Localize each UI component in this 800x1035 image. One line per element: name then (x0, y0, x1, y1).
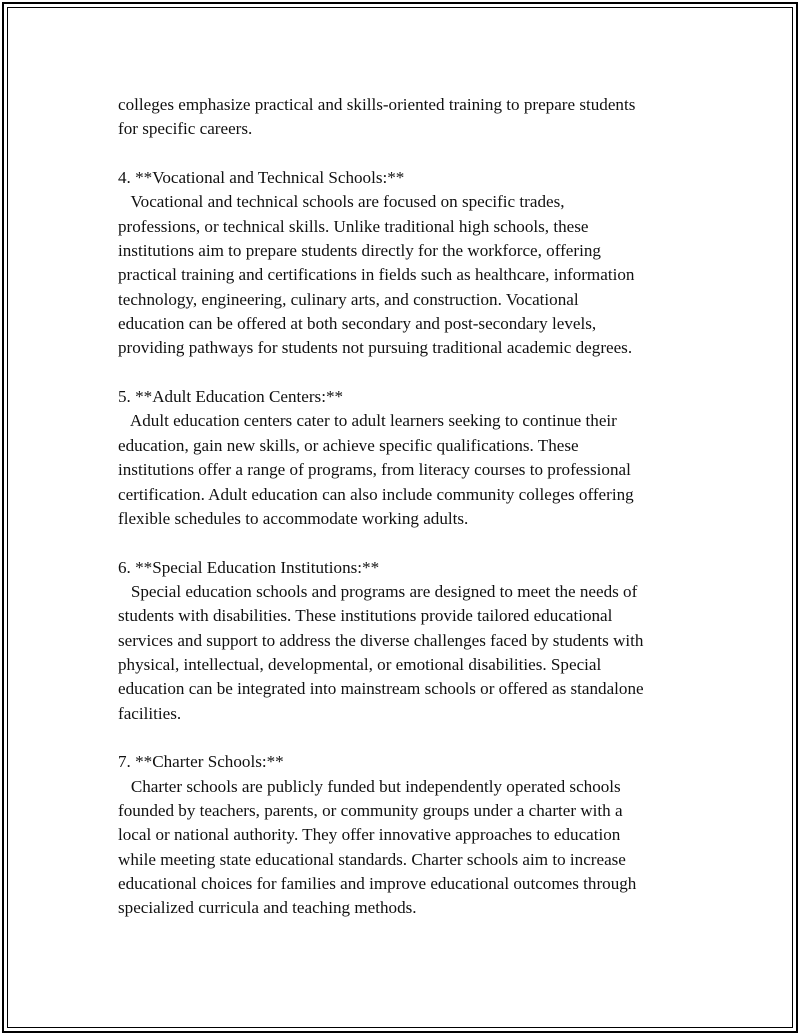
section-line: physical, intellectual, developmental, or emotional disabilities. Special (118, 654, 602, 674)
paragraph-gap (118, 361, 698, 385)
section-heading: 5. **Adult Education Centers:** (118, 387, 344, 407)
section-line: services and support to address the diverse challenges faced by students with (118, 630, 644, 650)
section-line: institutions aim to prepare students directly for the workforce, offering (118, 241, 601, 261)
section-line: Special education schools and programs are designed to meet the needs of (118, 581, 638, 601)
section-line: Charter schools are publicly funded but independently operated schools (118, 776, 621, 796)
section-heading: 4. **Vocational and Technical Schools:** (118, 168, 405, 188)
section-line: institutions offer a range of programs, from literacy courses to professional (118, 460, 631, 480)
section-line: education can be offered at both secondary and post-secondary levels, (118, 314, 597, 334)
intro-line: colleges emphasize practical and skills-oriented training to prepare students (118, 95, 636, 114)
section-line: Vocational and technical schools are focused on specific trades, (118, 192, 565, 212)
section-line: professions, or technical skills. Unlike traditional high schools, these (118, 216, 589, 236)
section-line: founded by teachers, parents, or community groups under a charter with a (118, 800, 623, 820)
section-line: education can be integrated into mainstream schools or offered as standalone (118, 679, 644, 699)
section-heading: 7. **Charter Schools:** (118, 752, 284, 772)
section-line: practical training and certifications in fields such as healthcare, information (118, 265, 635, 285)
section-line: Adult education centers cater to adult learners seeking to continue their (118, 411, 617, 431)
section-line: educational choices for families and improve educational outcomes through (118, 874, 637, 893)
section-line: technology, engineering, culinary arts, and construction. Vocational (118, 289, 579, 309)
document-body (118, 93, 698, 921)
section-line: while meeting state educational standards. Charter schools aim to increase (118, 849, 626, 869)
section-line: education, gain new skills, or achieve specific qualifications. These (118, 435, 579, 455)
section-line: students with disabilities. These institutions provide tailored educational (118, 606, 613, 626)
intro-line: for specific careers. (118, 119, 253, 139)
paragraph-gap (118, 142, 698, 166)
paragraph-gap (118, 531, 698, 555)
section-line: providing pathways for students not pursuing traditional academic degrees. (118, 338, 633, 358)
section-line: certification. Adult education can also include community colleges offering (118, 484, 634, 504)
section-line: flexible schedules to accommodate working adults. (118, 508, 469, 528)
section-line: facilities. (118, 703, 182, 723)
section-line: specialized curricula and teaching methods. (118, 898, 417, 918)
section-heading: 6. **Special Education Institutions:** (118, 557, 380, 577)
paragraph-gap (118, 726, 698, 750)
section-line: local or national authority. They offer innovative approaches to education (118, 825, 621, 845)
